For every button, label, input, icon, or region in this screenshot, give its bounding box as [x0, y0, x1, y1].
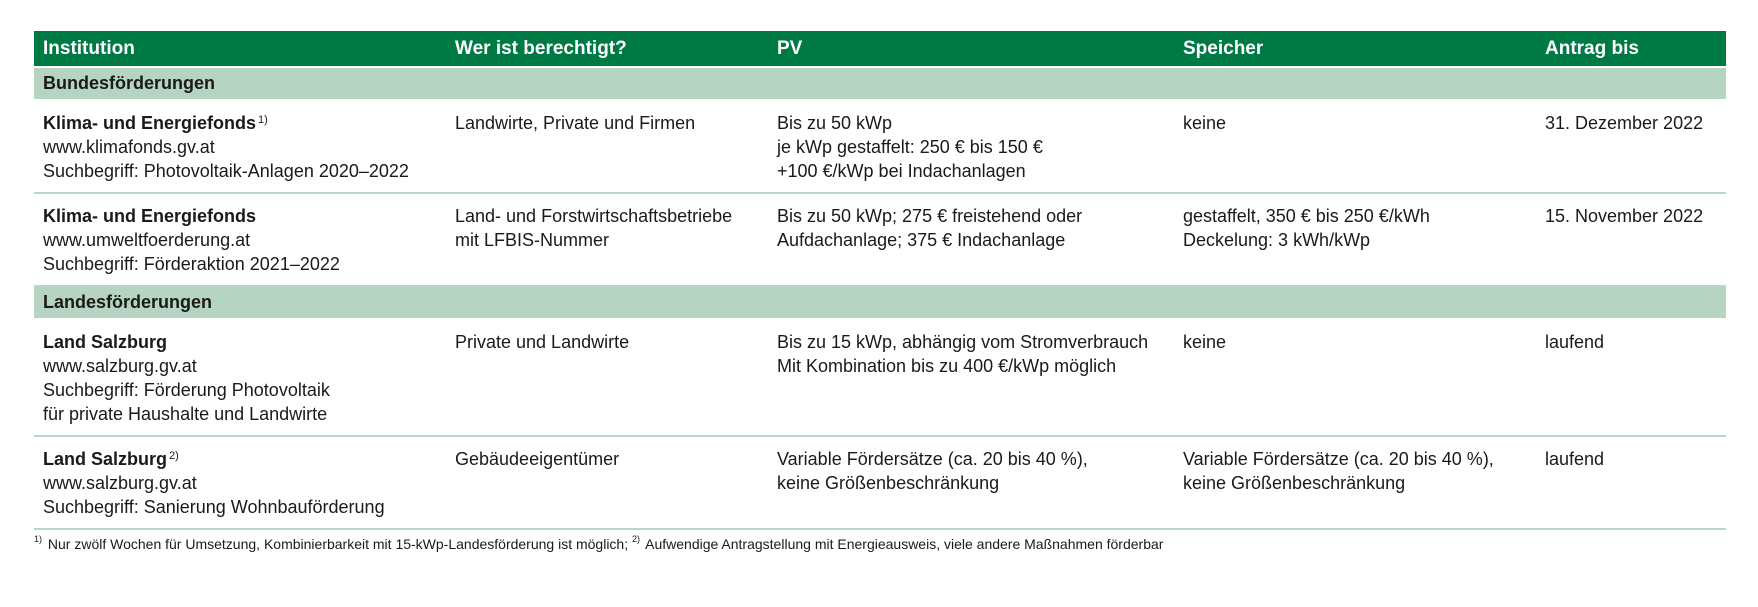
- pv-text: +100 €/kWp bei Indachanlagen: [777, 161, 1026, 181]
- storage-text: Variable Fördersätze (ca. 20 bis 40 %),: [1183, 449, 1494, 469]
- institution-name: Klima- und Energiefonds: [43, 206, 257, 226]
- header-institution: Institution: [34, 31, 446, 67]
- search-term: Suchbegriff: Sanierung Wohnbauförderung: [43, 497, 385, 517]
- pv-text: Bis zu 50 kWp: [777, 113, 893, 133]
- cell-institution: [34, 436, 446, 529]
- funding-table-container: [34, 31, 1726, 530]
- pv-text: Mit Kombination bis zu 400 €/kWp möglich: [777, 356, 1117, 376]
- cell-deadline: laufend: [1536, 319, 1726, 436]
- cell-deadline: 31. Dezember 2022: [1536, 100, 1726, 193]
- institution-url: www.salzburg.gv.at: [43, 356, 197, 376]
- search-term: Suchbegriff: Förderaktion 2021–2022: [43, 254, 340, 274]
- funding-table: [34, 31, 1726, 530]
- institution-url: www.klimafonds.gv.at: [43, 137, 215, 157]
- pv-text: Bis zu 15 kWp, abhängig vom Stromverbrauch: [777, 332, 1149, 352]
- storage-text: keine Größenbeschränkung: [1183, 473, 1406, 493]
- institution-name: Land Salzburg: [43, 332, 168, 352]
- cell-storage: [1174, 100, 1536, 193]
- cell-institution: [34, 100, 446, 193]
- storage-text: keine: [1183, 113, 1227, 133]
- section-row-state: [34, 286, 1726, 319]
- cell-eligible: [446, 193, 768, 286]
- pv-text: Variable Fördersätze (ca. 20 bis 40 %),: [777, 449, 1088, 469]
- cell-pv: [768, 436, 1174, 529]
- search-term: Suchbegriff: Förderung Photovoltaik: [43, 380, 330, 400]
- header-eligible: Wer ist berechtigt?: [446, 31, 768, 67]
- section-row-federal: [34, 67, 1726, 100]
- eligible-text: mit LFBIS-Nummer: [455, 230, 610, 250]
- cell-eligible: [446, 319, 768, 436]
- footnote-1-marker: 1): [34, 534, 43, 544]
- header-pv: PV: [768, 31, 1174, 67]
- institution-name: Klima- und Energiefonds: [43, 113, 257, 133]
- eligible-text: Private und Landwirte: [455, 332, 630, 352]
- footnote-marker: 2): [169, 450, 179, 462]
- table-row: [34, 436, 1726, 529]
- institution-name: Land Salzburg: [43, 449, 168, 469]
- cell-storage: [1174, 319, 1536, 436]
- footnote-marker: 1): [258, 114, 268, 126]
- search-term: Suchbegriff: Photovoltaik-Anlagen 2020–2022: [43, 161, 409, 181]
- cell-eligible: [446, 436, 768, 529]
- institution-url: www.salzburg.gv.at: [43, 473, 197, 493]
- cell-pv: [768, 319, 1174, 436]
- storage-text: Deckelung: 3 kWh/kWp: [1183, 230, 1371, 250]
- cell-deadline: laufend: [1536, 436, 1726, 529]
- table-header-row: [34, 31, 1726, 67]
- cell-pv: [768, 100, 1174, 193]
- footnote-2-text: Aufwendige Antragstellung mit Energieausweis, viele andere Maßnahmen förderbar: [645, 536, 1164, 552]
- eligible-text: Land- und Forstwirtschaftsbetriebe: [455, 206, 733, 226]
- cell-storage: [1174, 436, 1536, 529]
- pv-text: Aufdachanlage; 375 € Indachanlage: [777, 230, 1066, 250]
- footnote-1-text: Nur zwölf Wochen für Umsetzung, Kombinierbarkeit mit 15-kWp-Landesförderung ist möglich;: [47, 536, 629, 552]
- cell-institution: [34, 193, 446, 286]
- footnotes: [34, 536, 1163, 552]
- eligible-text: Gebäudeeigentümer: [455, 449, 620, 469]
- eligible-text: Landwirte, Private und Firmen: [455, 113, 696, 133]
- pv-text: Bis zu 50 kWp; 275 € freistehend oder: [777, 206, 1083, 226]
- storage-text: gestaffelt, 350 € bis 250 €/kWh: [1183, 206, 1430, 226]
- pv-text: je kWp gestaffelt: 250 € bis 150 €: [777, 137, 1043, 157]
- cell-eligible: [446, 100, 768, 193]
- cell-pv: [768, 193, 1174, 286]
- storage-text: keine: [1183, 332, 1227, 352]
- header-deadline: Antrag bis: [1536, 31, 1726, 67]
- institution-url: www.umweltfoerderung.at: [43, 230, 251, 250]
- table-row: [34, 319, 1726, 436]
- footnote-2-marker: 2): [632, 534, 641, 544]
- table-row: [34, 100, 1726, 193]
- cell-deadline: 15. November 2022: [1536, 193, 1726, 286]
- section-title: Landesförderungen: [34, 286, 1726, 319]
- search-term: für private Haushalte und Landwirte: [43, 404, 328, 424]
- header-storage: Speicher: [1174, 31, 1536, 67]
- pv-text: keine Größenbeschränkung: [777, 473, 1000, 493]
- cell-institution: [34, 319, 446, 436]
- section-title: Bundesförderungen: [34, 67, 1726, 100]
- cell-storage: [1174, 193, 1536, 286]
- table-row: [34, 193, 1726, 286]
